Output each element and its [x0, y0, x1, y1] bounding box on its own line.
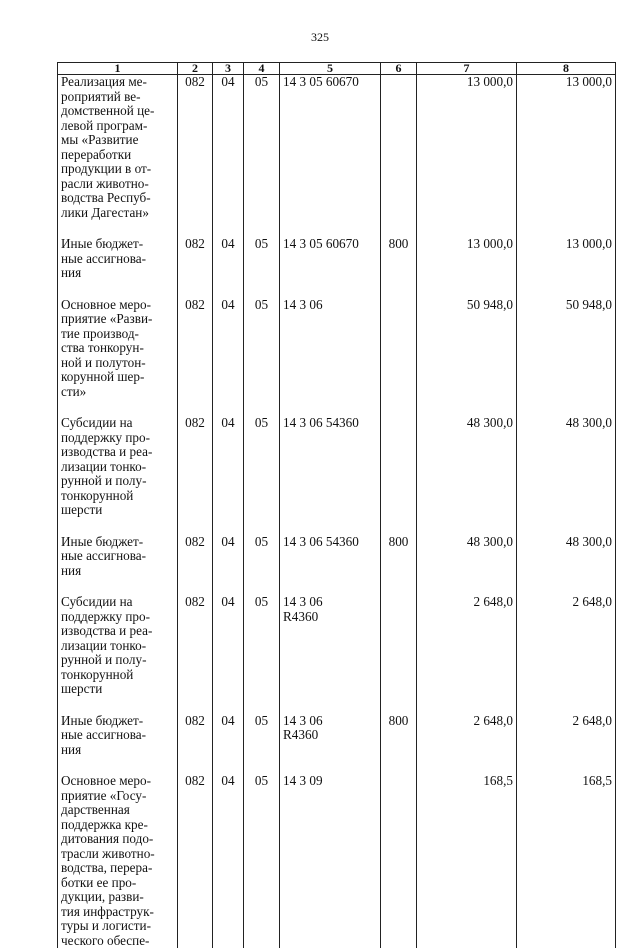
- subsection-code: 05: [244, 774, 280, 948]
- row-name: [58, 75, 178, 238]
- row-name-line: шерсти: [61, 503, 174, 518]
- row-name-line: сти»: [61, 385, 174, 400]
- table-row: [58, 535, 616, 596]
- row-name: [58, 298, 178, 417]
- target-article-code-line: 14 3 06 54360: [283, 416, 377, 431]
- grbs-code: 082: [178, 535, 213, 596]
- row-name-line: мы «Развитие: [61, 133, 174, 148]
- amount-year-2: 48 300,0: [517, 416, 616, 535]
- row-name-line: ния: [61, 564, 174, 579]
- row-name-line: расли животно-: [61, 177, 174, 192]
- expense-type-code: 800: [381, 535, 417, 596]
- row-name-line: рунной и полу-: [61, 474, 174, 489]
- row-name-line: Иные бюджет-: [61, 714, 174, 729]
- expense-type-code: 800: [381, 237, 417, 298]
- column-header-4: 4: [244, 63, 280, 75]
- expense-type-code: [381, 416, 417, 535]
- row-name-line: Реализация ме-: [61, 75, 174, 90]
- row-name-line: тонкорунной: [61, 489, 174, 504]
- expense-type-code: [381, 774, 417, 948]
- row-name-line: Субсидии на: [61, 416, 174, 431]
- row-name-line: ческого обеспе-: [61, 934, 174, 948]
- row-name-line: тонкорунной: [61, 668, 174, 683]
- row-name-line: ной и полутон-: [61, 356, 174, 371]
- grbs-code: 082: [178, 237, 213, 298]
- target-article-code-line: 14 3 06: [283, 595, 377, 610]
- row-name-line: домственной це-: [61, 104, 174, 119]
- amount-year-1: 2 648,0: [417, 595, 517, 714]
- grbs-code: 082: [178, 75, 213, 238]
- column-number-row: [58, 63, 616, 75]
- row-name-line: трасли животно-: [61, 847, 174, 862]
- row-name-line: лизации тонко-: [61, 460, 174, 475]
- target-article-code-line: 14 3 09: [283, 774, 377, 789]
- subsection-code: 05: [244, 298, 280, 417]
- row-name-line: рунной и полу-: [61, 653, 174, 668]
- table-row: [58, 595, 616, 714]
- row-name-line: туры и логисти-: [61, 919, 174, 934]
- target-article-code: [280, 75, 381, 238]
- section-code: 04: [213, 75, 244, 238]
- target-article-code-line: 14 3 05 60670: [283, 75, 377, 90]
- row-name-line: ства тонкорун-: [61, 341, 174, 356]
- subsection-code: 05: [244, 416, 280, 535]
- target-article-code: [280, 237, 381, 298]
- section-code: 04: [213, 298, 244, 417]
- row-name: [58, 535, 178, 596]
- column-header-5: 5: [280, 63, 381, 75]
- row-name-line: ботки ее про-: [61, 876, 174, 891]
- section-code: 04: [213, 237, 244, 298]
- column-header-6: 6: [381, 63, 417, 75]
- target-article-code: [280, 298, 381, 417]
- table-body: [58, 75, 616, 948]
- amount-year-1: 48 300,0: [417, 535, 517, 596]
- row-name-line: Основное меро-: [61, 774, 174, 789]
- grbs-code: 082: [178, 714, 213, 775]
- target-article-code-line: R4360: [283, 728, 377, 743]
- row-name-line: приятие «Госу-: [61, 789, 174, 804]
- row-name: [58, 595, 178, 714]
- table-row: [58, 714, 616, 775]
- section-code: 04: [213, 416, 244, 535]
- amount-year-1: 50 948,0: [417, 298, 517, 417]
- row-name: [58, 237, 178, 298]
- column-header-7: 7: [417, 63, 517, 75]
- grbs-code: 082: [178, 416, 213, 535]
- row-name-line: ния: [61, 266, 174, 281]
- amount-year-1: 13 000,0: [417, 237, 517, 298]
- section-code: 04: [213, 595, 244, 714]
- expense-type-code: [381, 298, 417, 417]
- row-name-line: лики Дагестан»: [61, 206, 174, 221]
- amount-year-2: 48 300,0: [517, 535, 616, 596]
- column-header-2: 2: [178, 63, 213, 75]
- row-name-line: изводства и реа-: [61, 624, 174, 639]
- target-article-code-line: 14 3 06 54360: [283, 535, 377, 550]
- section-code: 04: [213, 774, 244, 948]
- amount-year-2: 168,5: [517, 774, 616, 948]
- row-name-line: Иные бюджет-: [61, 535, 174, 550]
- section-code: 04: [213, 535, 244, 596]
- target-article-code-line: 14 3 06: [283, 298, 377, 313]
- row-name-line: переработки: [61, 148, 174, 163]
- row-name-line: дарственная: [61, 803, 174, 818]
- row-name-line: тия инфраструк-: [61, 905, 174, 920]
- row-name-line: ные ассигнова-: [61, 549, 174, 564]
- amount-year-1: 2 648,0: [417, 714, 517, 775]
- target-article-code: [280, 774, 381, 948]
- row-name: [58, 774, 178, 948]
- target-article-code-line: 14 3 06: [283, 714, 377, 729]
- table-row: [58, 75, 616, 238]
- row-name-line: водства, перера-: [61, 861, 174, 876]
- row-name-line: ные ассигнова-: [61, 728, 174, 743]
- expense-type-code: 800: [381, 714, 417, 775]
- amount-year-2: 2 648,0: [517, 595, 616, 714]
- row-name-line: шерсти: [61, 682, 174, 697]
- amount-year-1: 168,5: [417, 774, 517, 948]
- row-name-line: лизации тонко-: [61, 639, 174, 654]
- section-code: 04: [213, 714, 244, 775]
- row-name-line: роприятий ве-: [61, 90, 174, 105]
- table-row: [58, 298, 616, 417]
- row-name-line: Основное меро-: [61, 298, 174, 313]
- grbs-code: 082: [178, 774, 213, 948]
- target-article-code: [280, 595, 381, 714]
- row-name: [58, 416, 178, 535]
- row-name-line: дитования подо-: [61, 832, 174, 847]
- amount-year-2: 13 000,0: [517, 75, 616, 238]
- row-name-line: тие производ-: [61, 327, 174, 342]
- budget-table: [57, 62, 616, 948]
- row-name-line: поддержка кре-: [61, 818, 174, 833]
- row-name-line: Субсидии на: [61, 595, 174, 610]
- row-name-line: приятие «Разви-: [61, 312, 174, 327]
- row-name-line: ния: [61, 743, 174, 758]
- target-article-code: [280, 535, 381, 596]
- subsection-code: 05: [244, 237, 280, 298]
- expense-type-code: [381, 75, 417, 238]
- row-name-line: левой програм-: [61, 119, 174, 134]
- row-name-line: изводства и реа-: [61, 445, 174, 460]
- amount-year-1: 48 300,0: [417, 416, 517, 535]
- row-name-line: продукции в от-: [61, 162, 174, 177]
- table-row: [58, 774, 616, 948]
- row-name-line: поддержку про-: [61, 431, 174, 446]
- column-header-3: 3: [213, 63, 244, 75]
- expense-type-code: [381, 595, 417, 714]
- target-article-code-line: R4360: [283, 610, 377, 625]
- column-header-1: 1: [58, 63, 178, 75]
- grbs-code: 082: [178, 298, 213, 417]
- subsection-code: 05: [244, 714, 280, 775]
- table-row: [58, 416, 616, 535]
- column-header-8: 8: [517, 63, 616, 75]
- row-name: [58, 714, 178, 775]
- subsection-code: 05: [244, 75, 280, 238]
- row-name-line: корунной шер-: [61, 370, 174, 385]
- amount-year-2: 2 648,0: [517, 714, 616, 775]
- page-number: 325: [0, 30, 640, 45]
- table-row: [58, 237, 616, 298]
- row-name-line: ные ассигнова-: [61, 252, 174, 267]
- amount-year-2: 13 000,0: [517, 237, 616, 298]
- row-name-line: дукции, разви-: [61, 890, 174, 905]
- row-name-line: Иные бюджет-: [61, 237, 174, 252]
- subsection-code: 05: [244, 535, 280, 596]
- subsection-code: 05: [244, 595, 280, 714]
- grbs-code: 082: [178, 595, 213, 714]
- row-name-line: поддержку про-: [61, 610, 174, 625]
- target-article-code-line: 14 3 05 60670: [283, 237, 377, 252]
- row-name-line: водства Респуб-: [61, 191, 174, 206]
- target-article-code: [280, 714, 381, 775]
- amount-year-1: 13 000,0: [417, 75, 517, 238]
- amount-year-2: 50 948,0: [517, 298, 616, 417]
- target-article-code: [280, 416, 381, 535]
